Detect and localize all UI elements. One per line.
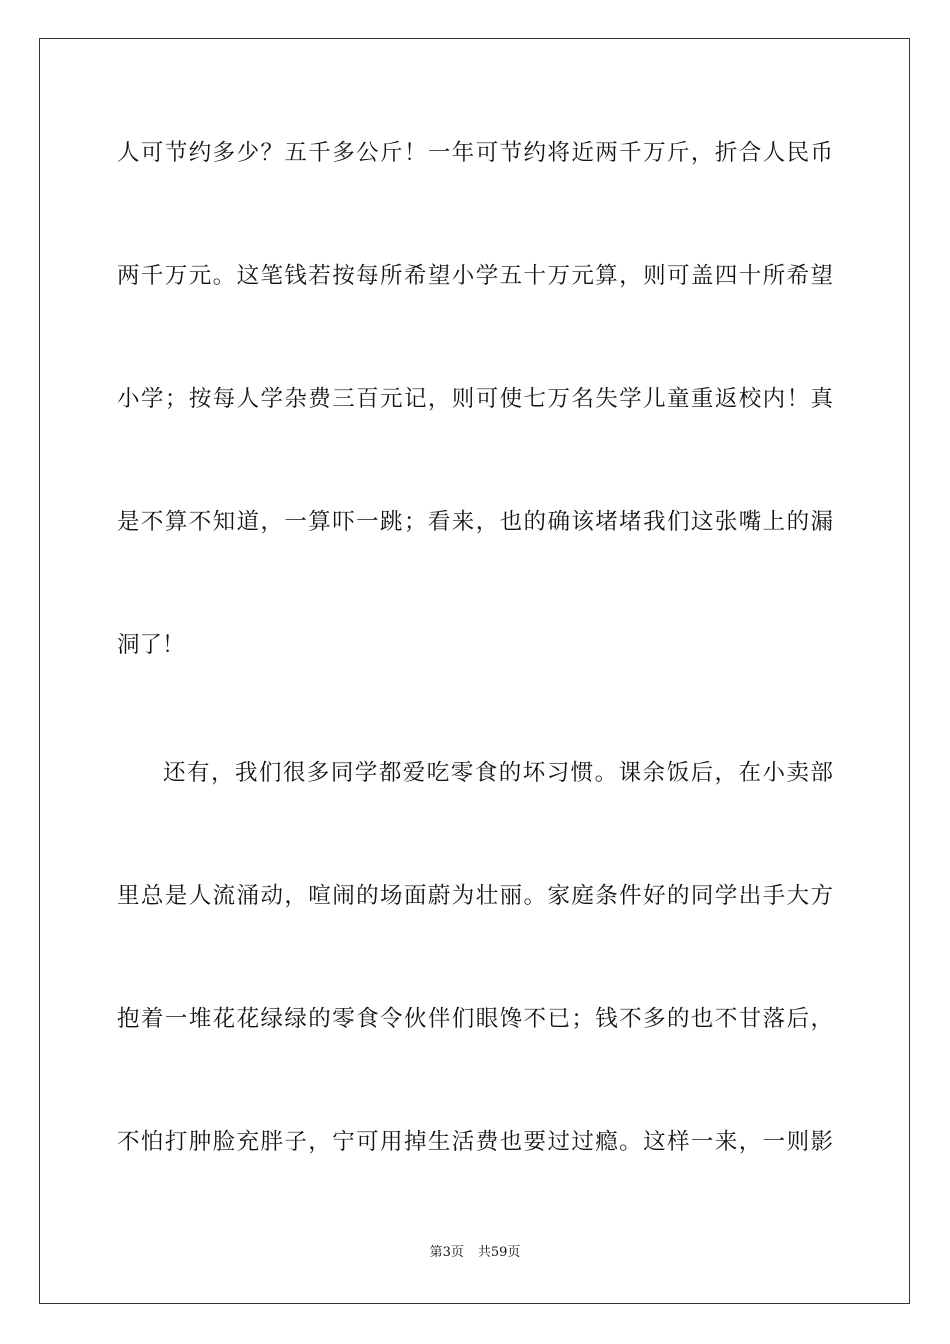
text-line-9: 不怕打肿脸充胖子，宁可用掉生活费也要过过瘾。这样一来，一则影 bbox=[117, 1129, 833, 1155]
page-footer bbox=[0, 1244, 950, 1262]
text-line-1: 人可节约多少？五千多公斤！一年可节约将近两千万斤，折合人民币 bbox=[117, 140, 833, 166]
page-total: 共59页 bbox=[477, 1245, 521, 1260]
text-line-6: 还有，我们很多同学都爱吃零食的坏习惯。课余饭后，在小卖部 bbox=[163, 760, 833, 786]
page-border bbox=[39, 38, 910, 1304]
text-line-4: 是不算不知道，一算吓一跳；看来，也的确该堵堵我们这张嘴上的漏 bbox=[117, 509, 833, 535]
page-number: 第3页 bbox=[429, 1245, 464, 1260]
text-line-7: 里总是人流涌动，喧闹的场面蔚为壮丽。家庭条件好的同学出手大方 bbox=[117, 883, 833, 909]
text-line-5: 洞了！ bbox=[117, 632, 185, 658]
text-line-2: 两千万元。这笔钱若按每所希望小学五十万元算，则可盖四十所希望 bbox=[117, 263, 833, 289]
text-line-3: 小学；按每人学杂费三百元记，则可使七万名失学儿童重返校内！真 bbox=[117, 386, 833, 412]
text-line-8: 抱着一堆花花绿绿的零食令伙伴们眼馋不已；钱不多的也不甘落后， bbox=[117, 1006, 833, 1032]
